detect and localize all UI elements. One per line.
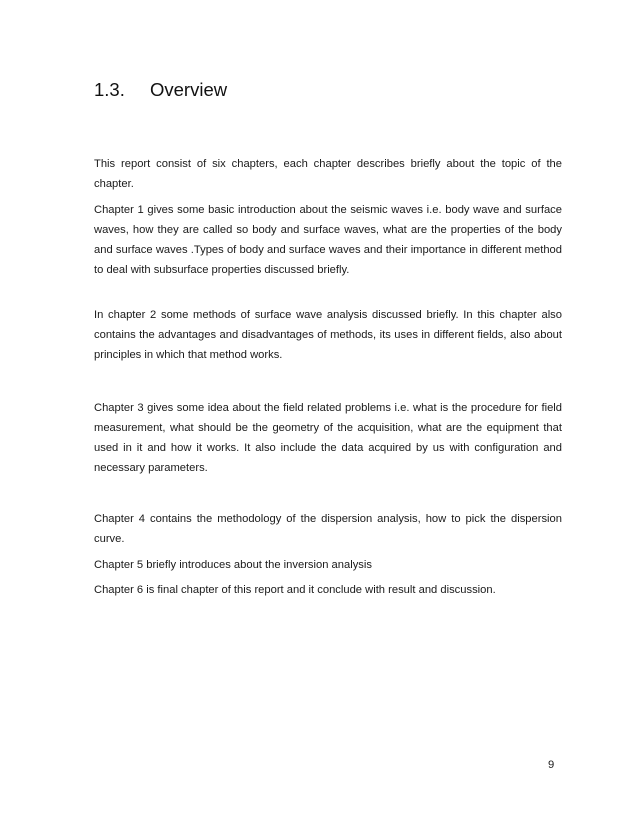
section-title: Overview: [150, 79, 228, 100]
paragraph-chapter-1: Chapter 1 gives some basic introduction about the seismic waves i.e. body wave and surface waves, how they are called so body and surface waves, what are the properties of the body and surface waves .Types of body and surface waves and their importance in different method to deal with subsurface properties discussed briefly.: [94, 204, 562, 276]
paragraph-chapter-2: In chapter 2 some methods of surface wave analysis discussed briefly. In this chapter also contains the advantages and disadvantages of methods, its uses in different fields, also about principles in which that method works.: [94, 309, 562, 361]
paragraph-intro: This report consist of six chapters, each chapter describes briefly about the topic of the chapter.: [94, 158, 562, 190]
paragraph-chapter-5: Chapter 5 briefly introduces about the inversion analysis: [94, 559, 372, 571]
paragraph-chapter-4: Chapter 4 contains the methodology of the dispersion analysis, how to pick the dispersion curve.: [94, 513, 562, 545]
section-heading: [94, 78, 564, 102]
page-number: 9: [548, 759, 555, 771]
paragraph-chapter-3: Chapter 3 gives some idea about the field related problems i.e. what is the procedure for field measurement, what should be the geometry of the acquisition, what are the equipment that used in it and how it works. It also include the data acquired by us with configuration and necessary parameters.: [94, 402, 562, 474]
paragraph-chapter-6: Chapter 6 is final chapter of this report and it conclude with result and discussion.: [94, 584, 496, 596]
section-number: 1.3.: [94, 79, 125, 100]
